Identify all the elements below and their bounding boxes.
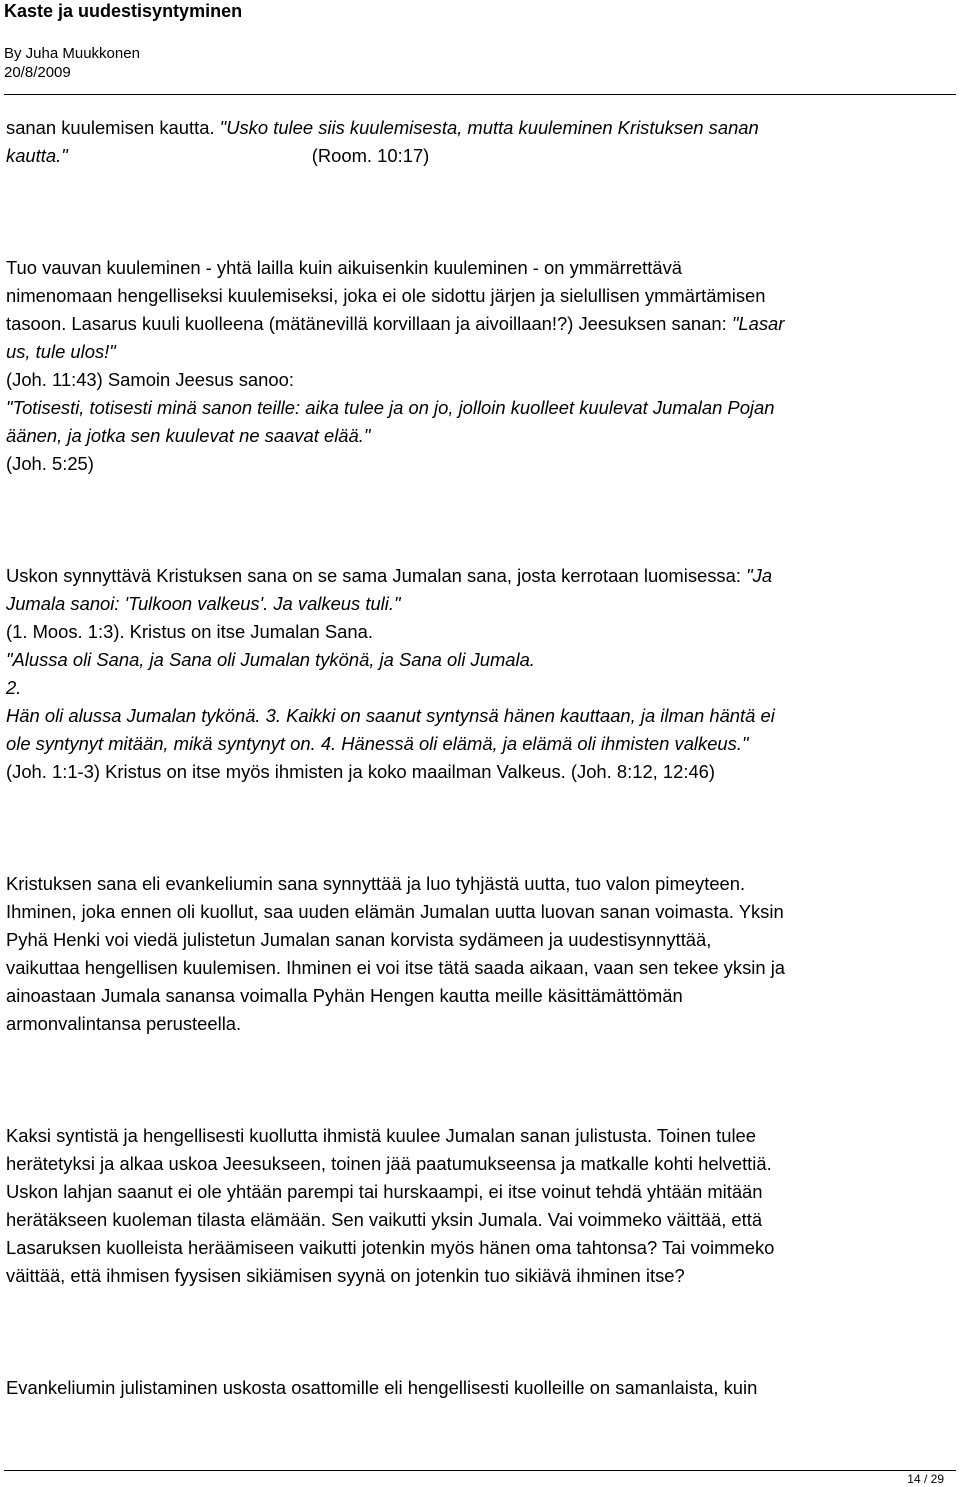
text-line bbox=[6, 562, 954, 590]
reference: (Room. 10:17) bbox=[311, 145, 430, 166]
text-line bbox=[6, 310, 954, 338]
document-title: Kaste ja uudestisyntyminen bbox=[4, 1, 243, 21]
paragraph-gap bbox=[6, 478, 954, 562]
text-line bbox=[6, 338, 954, 366]
text-line bbox=[6, 674, 954, 702]
quote-run: "Totisesti, totisesti minä sanon teille: aika tulee ja on jo, jolloin kuolleet kuulevat Jumalan Pojan bbox=[6, 397, 775, 418]
text-line: Lasaruksen kuolleista heräämiseen vaikutti jotenkin myös hänen oma tahtonsa? Tai voimmeko bbox=[6, 1237, 775, 1258]
quote-run: kautta." bbox=[6, 145, 68, 166]
text-line: Ihminen, joka ennen oli kuollut, saa uuden elämän Jumalan uutta luovan sanan voimasta. Yksin bbox=[6, 901, 784, 922]
text-line: (1. Moos. 1:3). Kristus on itse Jumalan Sana. bbox=[6, 621, 373, 642]
text-line: (Joh. 1:1-3) Kristus on itse myös ihmisten ja koko maailman Valkeus. (Joh. 8:12, 12:46) bbox=[6, 761, 716, 782]
text-line bbox=[6, 646, 954, 674]
quote-run: "Alussa oli Sana, ja Sana oli Jumalan tykönä, ja Sana oli Jumala. bbox=[6, 649, 535, 670]
paragraph-6 bbox=[6, 1374, 954, 1402]
quote-run: "Ja bbox=[746, 565, 773, 586]
paragraph-gap bbox=[6, 1290, 954, 1374]
text-line: herätetyksi ja alkaa uskoa Jeesukseen, toinen jää paatumukseensa ja matkalle kohti helvettiä. bbox=[6, 1153, 772, 1174]
document-body bbox=[6, 114, 954, 1402]
paragraph-1 bbox=[6, 114, 954, 170]
quote-run: Jumala sanoi: 'Tulkoon valkeus'. Ja valkeus tuli." bbox=[6, 593, 401, 614]
text-run: tasoon. Lasarus kuuli kuolleena (mätänevillä korvillaan ja aivoillaan!?) Jeesuksen sanan: bbox=[6, 313, 732, 334]
quote-run: ole syntynyt mitään, mikä syntynyt on. 4. Hänessä oli elämä, ja elämä oli ihmisten valkeus." bbox=[6, 733, 749, 754]
text-line: vaikuttaa hengellisen kuulemisen. Ihminen ei voi itse tätä saada aikaan, vaan sen tekee yksin ja bbox=[6, 957, 786, 978]
page-header bbox=[4, 0, 956, 82]
text-line: (Joh. 5:25) bbox=[6, 453, 94, 474]
text-line bbox=[6, 730, 954, 758]
quote-run: us, tule ulos!" bbox=[6, 341, 116, 362]
text-line bbox=[6, 702, 954, 730]
quote-run: "Usko tulee siis kuulemisesta, mutta kuuleminen Kristuksen sanan bbox=[219, 117, 759, 138]
text-line: Tuo vauvan kuuleminen - yhtä lailla kuin aikuisenkin kuuleminen - on ymmärrettävä bbox=[6, 257, 683, 278]
text-line bbox=[6, 422, 954, 450]
text-line: herätäkseen kuoleman tilasta elämään. Sen vaikutti yksin Jumala. Vai voimmeko väittää, että bbox=[6, 1209, 763, 1230]
quote-run: "Lasar bbox=[731, 313, 785, 334]
text-line: Evankeliumin julistaminen uskosta osattomille eli hengellisesti kuolleille on samanlaista, kuin bbox=[6, 1377, 758, 1398]
text-line: nimenomaan hengelliseksi kuulemiseksi, joka ei ole sidottu järjen ja sielullisen ymmärtämisen bbox=[6, 285, 766, 306]
quote-run: Hän oli alussa Jumalan tykönä. 3. Kaikki on saanut syntynsä hänen kauttaan, ja ilman häntä ei bbox=[6, 705, 775, 726]
text-line bbox=[6, 394, 954, 422]
text-line: armonvalintansa perusteella. bbox=[6, 1013, 242, 1034]
header-divider bbox=[4, 94, 956, 95]
text-line: (Joh. 11:43) Samoin Jeesus sanoo: bbox=[6, 369, 294, 390]
document-author: By Juha Muukkonen bbox=[4, 45, 140, 62]
text-line: Kaksi syntistä ja hengellisesti kuollutta ihmistä kuulee Jumalan sanan julistusta. Toinen tulee bbox=[6, 1125, 757, 1146]
paragraph-gap bbox=[6, 786, 954, 870]
footer-divider bbox=[4, 1470, 956, 1471]
paragraph-2 bbox=[6, 254, 954, 478]
paragraph-4 bbox=[6, 870, 954, 1038]
text-line bbox=[6, 142, 954, 170]
text-line: Kristuksen sana eli evankeliumin sana synnyttää ja luo tyhjästä uutta, tuo valon pimeyteen. bbox=[6, 873, 746, 894]
paragraph-5 bbox=[6, 1122, 954, 1290]
text-line bbox=[6, 114, 954, 142]
quote-run: äänen, ja jotka sen kuulevat ne saavat elää." bbox=[6, 425, 371, 446]
document-date: 20/8/2009 bbox=[4, 64, 71, 81]
text-run: sanan kuulemisen kautta. bbox=[6, 117, 220, 138]
paragraph-3 bbox=[6, 562, 954, 786]
text-line: ainoastaan Jumala sanansa voimalla Pyhän Hengen kautta meille käsittämättömän bbox=[6, 985, 683, 1006]
text-run: Uskon synnyttävä Kristuksen sana on se sama Jumalan sana, josta kerrotaan luomisessa: bbox=[6, 565, 747, 586]
quote-run: 2. bbox=[6, 677, 22, 698]
text-line: Pyhä Henki voi viedä julistetun Jumalan sanan korvista sydämeen ja uudestisynnyttää, bbox=[6, 929, 712, 950]
paragraph-gap bbox=[6, 170, 954, 254]
text-line: väittää, että ihmisen fyysisen sikiämisen syynä on jotenkin tuo sikiävä ihminen itse? bbox=[6, 1265, 685, 1286]
paragraph-gap bbox=[6, 1038, 954, 1122]
page-number: 14 / 29 bbox=[907, 1472, 944, 1486]
text-line bbox=[6, 590, 954, 618]
text-line: Uskon lahjan saanut ei ole yhtään parempi tai hurskaampi, ei itse voinut tehdä yhtään mitään bbox=[6, 1181, 763, 1202]
